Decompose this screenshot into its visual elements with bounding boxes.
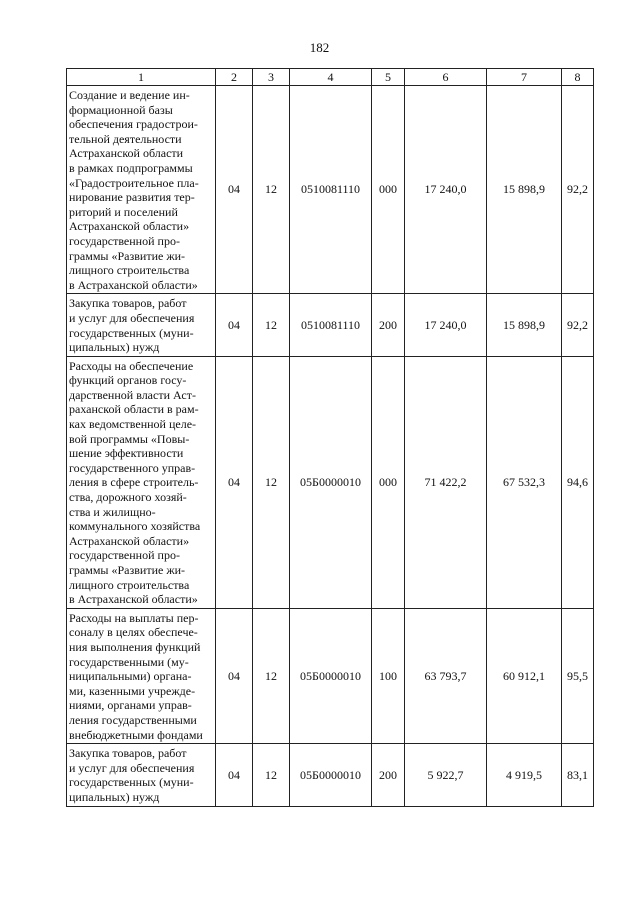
- header-cell: 8: [562, 69, 594, 86]
- section-code-cell: 04: [216, 86, 253, 294]
- section-code-cell: 04: [216, 294, 253, 356]
- section-code-cell: 04: [216, 744, 253, 806]
- table-header-row: [67, 69, 594, 86]
- budget-table: [66, 68, 594, 807]
- executed-cell: 60 912,1: [487, 608, 562, 743]
- amount-cell: 5 922,7: [405, 744, 487, 806]
- executed-cell: 15 898,9: [487, 86, 562, 294]
- expense-type-cell: 200: [372, 294, 405, 356]
- description-cell: Создание и ведение ин- формационной базы обеспечения градострои- тельной деятельности Астраханской области в рамках подпрограммы «Градостроительное пла- нирование развития тер- риторий и поселений Астраханской области» государственной про- граммы «Развитие жи- лищного строительства в Астраханской области»: [67, 86, 216, 294]
- executed-cell: 4 919,5: [487, 744, 562, 806]
- description-cell: Закупка товаров, работ и услуг для обеспечения государственных (муни- ципальных) нужд: [67, 294, 216, 356]
- percent-cell: 83,1: [562, 744, 594, 806]
- target-article-cell: 05Б0000010: [290, 608, 372, 743]
- header-cell: 2: [216, 69, 253, 86]
- amount-cell: 17 240,0: [405, 294, 487, 356]
- description-cell: Расходы на выплаты пер- соналу в целях обеспече- ния выполнения функций государственными (му- ниципальными) органа- ми, казенными учрежде- ниями, органами управ- ления государственными внебюджетными фондами: [67, 608, 216, 743]
- header-cell: 3: [253, 69, 290, 86]
- subsection-code-cell: 12: [253, 86, 290, 294]
- amount-cell: 71 422,2: [405, 356, 487, 608]
- section-code-cell: 04: [216, 608, 253, 743]
- expense-type-cell: 200: [372, 744, 405, 806]
- percent-cell: 94,6: [562, 356, 594, 608]
- header-cell: 6: [405, 69, 487, 86]
- header-cell: 1: [67, 69, 216, 86]
- target-article-cell: 05Б0000010: [290, 744, 372, 806]
- section-code-cell: 04: [216, 356, 253, 608]
- subsection-code-cell: 12: [253, 608, 290, 743]
- amount-cell: 63 793,7: [405, 608, 487, 743]
- target-article-cell: 0510081110: [290, 294, 372, 356]
- target-article-cell: 05Б0000010: [290, 356, 372, 608]
- percent-cell: 92,2: [562, 86, 594, 294]
- subsection-code-cell: 12: [253, 294, 290, 356]
- executed-cell: 15 898,9: [487, 294, 562, 356]
- expense-type-cell: 000: [372, 86, 405, 294]
- table-row: [67, 608, 594, 743]
- header-cell: 5: [372, 69, 405, 86]
- header-cell: 4: [290, 69, 372, 86]
- expense-type-cell: 000: [372, 356, 405, 608]
- table-row: [67, 744, 594, 806]
- table-row: [67, 356, 594, 608]
- description-cell: Расходы на обеспечение функций органов госу- дарственной власти Аст- раханской области в рам- ках ведомственной целе- вой программы «Повы- шение эффективности государственного управ- ления в сфере строитель- ства, дорожного хозяй- ства и жилищно- коммунального хозяйства Астраханской области» государственной про- граммы «Развитие жи- лищного строительства в Астраханской области»: [67, 356, 216, 608]
- subsection-code-cell: 12: [253, 744, 290, 806]
- subsection-code-cell: 12: [253, 356, 290, 608]
- table-row: [67, 294, 594, 356]
- executed-cell: 67 532,3: [487, 356, 562, 608]
- target-article-cell: 0510081110: [290, 86, 372, 294]
- expense-type-cell: 100: [372, 608, 405, 743]
- percent-cell: 92,2: [562, 294, 594, 356]
- percent-cell: 95,5: [562, 608, 594, 743]
- page-number: 182: [309, 40, 330, 55]
- amount-cell: 17 240,0: [405, 86, 487, 294]
- table-row: [67, 86, 594, 294]
- description-cell: Закупка товаров, работ и услуг для обеспечения государственных (муни- ципальных) нужд: [67, 744, 216, 806]
- header-cell: 7: [487, 69, 562, 86]
